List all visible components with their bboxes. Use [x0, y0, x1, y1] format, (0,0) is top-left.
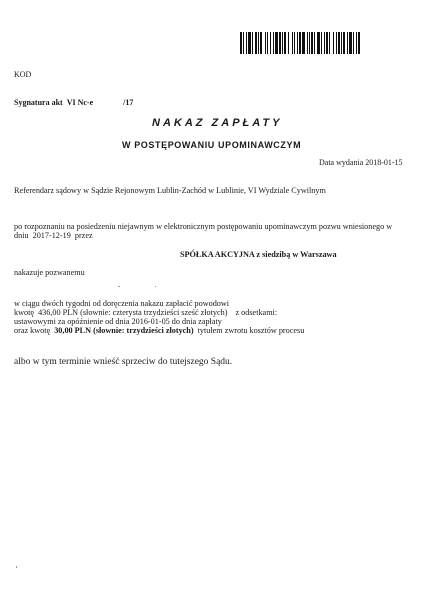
proceeding-line-1: po rozpoznaniu na posiedzeniu niejawnym w elektronicznym postępowaniu upominawczym pozwu wniesionego w — [14, 222, 393, 231]
referendary-line: Referendarz sądowy w Sądzie Rejonowym Lublin-Zachód w Lublinie, VI Wydziale Cywilnym — [14, 186, 326, 195]
payment-line-1: w ciągu dwóch tygodni od doręczenia nakazu zapłacić powodowi — [14, 299, 230, 308]
barcode-bar — [360, 32, 361, 54]
costs-prefix: oraz kwotę — [14, 326, 51, 335]
scan-mark — [118, 286, 120, 287]
proceeding-line-2 — [14, 231, 93, 240]
case-signature-value: VI Nc-e — [66, 98, 94, 107]
order-intro: nakazuje pozwanemu — [14, 268, 85, 277]
payment-line-3: ustawowymi za opóźnienie od dnia 2016-01-05 do dnia zapłaty — [14, 317, 222, 326]
proceeding-date-suffix: przez — [74, 231, 93, 240]
case-signature — [14, 98, 133, 107]
proceeding-date-prefix: dniu — [14, 231, 29, 240]
costs-suffix: tytułem zwrotu kosztów procesu — [197, 326, 305, 335]
document-subtitle: W POSTĘPOWANIU UPOMINAWCZYM — [122, 140, 302, 150]
payment-amount: 436,00 PLN (słownie: czterysta trzydzieści sześć złotych) — [38, 308, 228, 317]
case-signature-suffix: /17 — [123, 98, 134, 107]
issue-date-label: Data wydania — [319, 158, 364, 167]
issue-date-value: 2018-01-15 — [365, 158, 403, 167]
barcode — [240, 32, 412, 54]
closing-line: albo w tym terminie wnieść sprzeciw do tutejszego Sądu. — [14, 357, 233, 367]
plaintiff-name: SPÓŁKA AKCYJNA z siedzibą w Warszawa — [180, 250, 337, 259]
kod-label: KOD — [14, 70, 32, 79]
costs-amount: 30,00 PLN (słownie: trzydzieści złotych) — [54, 326, 194, 335]
proceeding-date: 2017-12-19 — [32, 231, 71, 240]
payment-interest-label: z odsetkami: — [235, 308, 278, 317]
scan-mark — [155, 286, 156, 287]
scan-mark — [16, 566, 17, 568]
payment-line-4 — [14, 326, 304, 335]
payment-line-2 — [14, 308, 277, 317]
case-signature-label: Sygnatura akt — [14, 98, 63, 107]
document-title: NAKAZ ZAPŁATY — [152, 117, 283, 129]
issue-date — [319, 158, 403, 167]
payment-amount-prefix: kwotę — [14, 308, 35, 317]
